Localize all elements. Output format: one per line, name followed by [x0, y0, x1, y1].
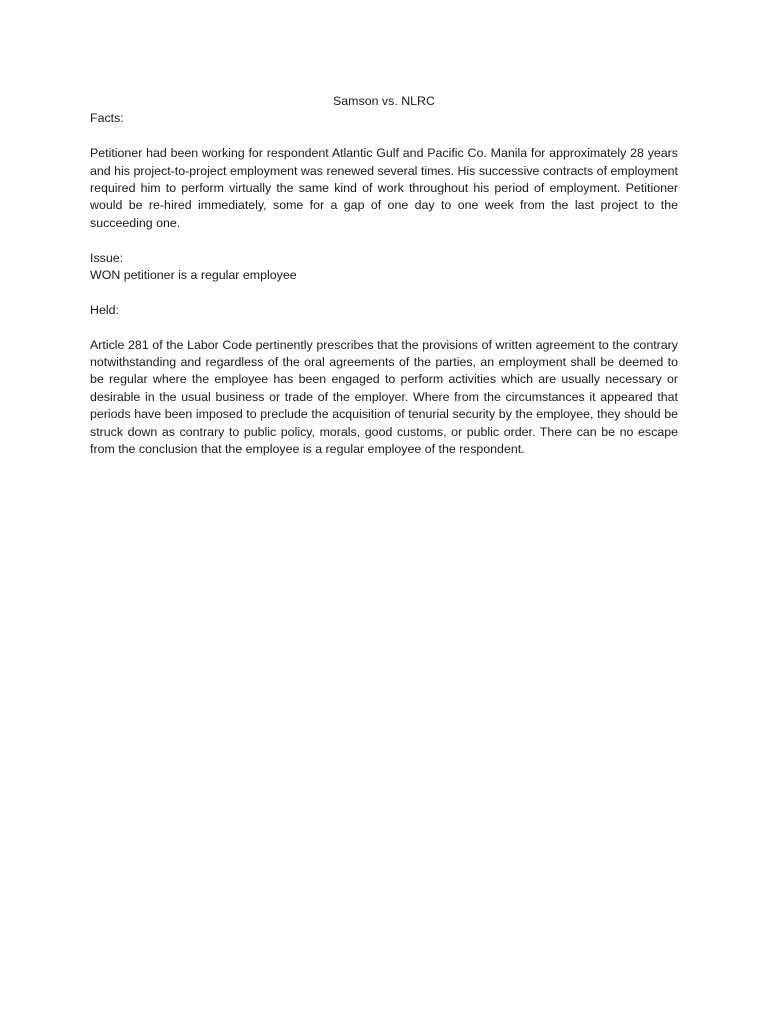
- spacer: [90, 284, 678, 301]
- spacer: [90, 232, 678, 249]
- issue-paragraph: WON petitioner is a regular employee: [90, 268, 297, 283]
- held-heading: Held:: [90, 302, 119, 317]
- issue-heading: Issue:: [90, 250, 124, 265]
- spacer: [90, 319, 678, 336]
- facts-heading: Facts:: [90, 111, 124, 126]
- case-title: Samson vs. NLRC: [333, 94, 435, 108]
- document-body: [90, 93, 678, 458]
- held-paragraph: Article 281 of the Labor Code pertinently prescribes that the provisions of written agreement to the contrary notwithstanding and regardless of the oral agreements of the parties, an employment shall be deemed to be regular where the employee has been engaged to perform activities which are usually necessary or desirable in the usual business or trade of the employer. Where from the circumstances it appeared that periods have been imposed to preclude the acquisition of tenurial security by the employee, they should be struck down as contrary to public policy, morals, good customs, or public order. There can be no escape from the conclusion that the employee is a regular employee of the respondent.: [90, 337, 678, 457]
- spacer: [90, 128, 678, 145]
- facts-paragraph: Petitioner had been working for respondent Atlantic Gulf and Pacific Co. Manila for approximately 28 years and his project-to-project employment was renewed several times. His successive contracts of employment required him to perform virtually the same kind of work throughout his period of employment. Petitioner would be re-hired immediately, some for a gap of one day to one week from the last project to the succeeding one.: [90, 146, 678, 230]
